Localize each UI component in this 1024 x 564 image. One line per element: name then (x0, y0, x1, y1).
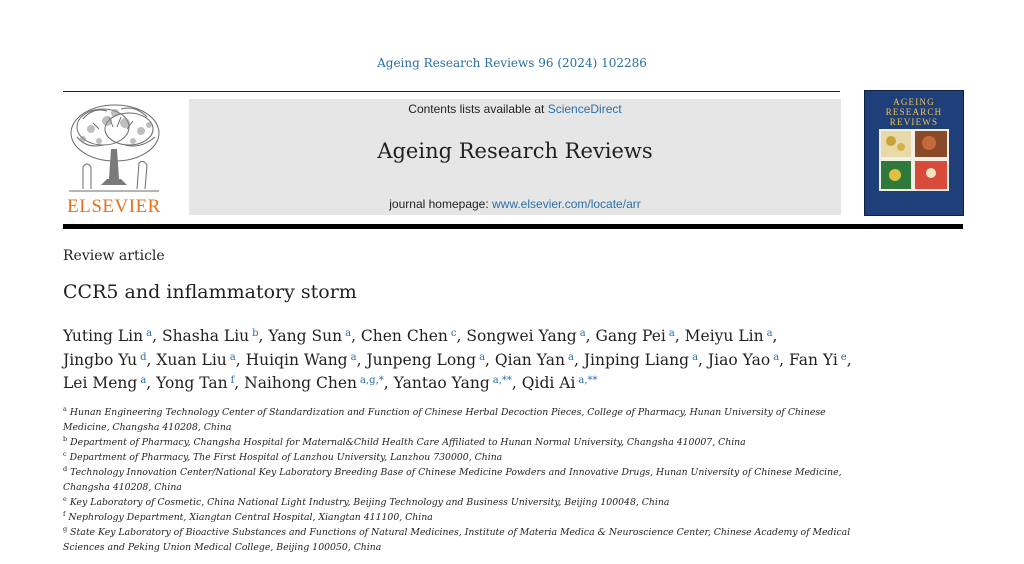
author-name-text: Jiao Yao (707, 350, 771, 369)
cover-artwork-icon (879, 129, 949, 191)
author-name-text: Huiqin Wang (245, 350, 348, 369)
sciencedirect-link[interactable]: ScienceDirect (547, 102, 622, 116)
author-separator: , (383, 374, 394, 392)
affiliation-text: Technology Innovation Center/National Key Laboratory Breeding Base of Chinese Medicine Powders and Innovative Drugs, Hunan University of Chinese Medicine, Changsha 410208, China (63, 467, 842, 493)
elsevier-wordmark: ELSEVIER (67, 196, 161, 217)
author-separator: , (351, 327, 361, 345)
author-name[interactable] (63, 351, 147, 369)
cover-title-line: REVIEWS (889, 117, 939, 127)
author-affiliation-marker[interactable]: e (840, 351, 847, 363)
author-name[interactable] (495, 351, 574, 369)
author-affiliation-marker[interactable]: f (230, 375, 235, 386)
affiliation-key: a (63, 405, 67, 413)
author-separator: , (146, 350, 157, 369)
affiliation-text: Key Laboratory of Cosmetic, China National Light Industry, Beijing Technology and Business University, Beijing 100048, China (69, 497, 670, 508)
author-name-text: Fan Yi (789, 350, 838, 369)
author-list (63, 325, 853, 396)
author-affiliation-marker[interactable]: a (692, 351, 699, 363)
author-name[interactable] (708, 351, 779, 369)
affiliation-list (63, 405, 853, 555)
author-name-text: Jingbo Yu (63, 350, 138, 369)
author-affiliation-marker[interactable]: d (140, 351, 147, 363)
author-name-text: Lei Meng (63, 374, 138, 392)
author-name[interactable] (685, 327, 773, 345)
author-name-text: Xuan Liu (156, 350, 227, 369)
homepage-prefix: journal homepage: (389, 197, 493, 211)
author-affiliation-marker[interactable]: a,** (578, 375, 598, 386)
affiliation-key: d (63, 465, 68, 473)
affiliation-key: g (63, 525, 68, 533)
author-affiliation-marker[interactable]: a (773, 351, 780, 363)
affiliation-text: State Key Laboratory of Bioactive Substances and Functions of Natural Medicines, Institute of Materia Medica & Neuroscience Center, Chinese Academy of Medical Sciences and Peking Union Medical College, Beijing 100050, China (63, 527, 851, 553)
author-separator: , (146, 374, 157, 392)
author-separator: , (573, 350, 584, 369)
cover-figure-panel (879, 129, 949, 191)
author-name-text: Yong Tan (156, 374, 228, 392)
affiliation-item (63, 495, 853, 510)
author-name[interactable] (162, 327, 259, 345)
author-affiliation-marker[interactable]: b (252, 328, 259, 339)
elsevier-tree-icon (63, 99, 165, 195)
author-name-text: Meiyu Lin (684, 327, 764, 345)
article-title: CCR5 and inflammatory storm (63, 281, 357, 303)
author-name[interactable] (156, 351, 235, 369)
author-name[interactable] (361, 327, 457, 345)
author-name[interactable] (246, 351, 357, 369)
contents-availability (189, 102, 841, 116)
author-separator: , (674, 327, 685, 345)
journal-banner (189, 99, 841, 215)
author-name-text: Gang Pei (595, 327, 666, 345)
author-separator: , (152, 327, 162, 345)
affiliation-item (63, 450, 853, 465)
author-affiliation-marker[interactable]: a (579, 328, 586, 339)
journal-citation: Ageing Research Reviews 96 (2024) 102286 (377, 56, 647, 70)
author-separator: , (235, 350, 246, 369)
header-top-rule (63, 91, 840, 92)
author-affiliation-marker[interactable]: a (668, 328, 675, 339)
author-separator: , (585, 327, 596, 345)
author-name[interactable] (366, 351, 485, 369)
author-name-text: Yuting Lin (63, 327, 144, 345)
author-name-text: Qian Yan (494, 350, 565, 369)
affiliation-item (63, 435, 853, 450)
affiliation-item (63, 405, 853, 435)
contents-prefix: Contents lists available at (408, 102, 548, 116)
author-affiliation-marker[interactable]: a,g,* (360, 375, 384, 386)
author-name-text: Chen Chen (360, 327, 448, 345)
author-separator: , (846, 350, 852, 369)
affiliation-item (63, 525, 853, 555)
affiliation-key: f (63, 510, 66, 518)
journal-cover-thumbnail[interactable] (864, 90, 964, 216)
affiliation-text: Hunan Engineering Technology Center of Standardization and Function of Chinese Herbal Decoction Pieces, College of Pharmacy, Hunan University of Chinese Medicine, Changsha 410208, China (63, 407, 826, 433)
author-name-text: Jinping Liang (583, 350, 690, 369)
author-affiliation-marker[interactable]: a (766, 328, 773, 339)
author-name[interactable] (244, 374, 384, 392)
author-name[interactable] (63, 327, 152, 345)
author-affiliation-marker[interactable]: a (140, 375, 147, 386)
cover-title-line: RESEARCH (885, 107, 943, 117)
affiliation-item (63, 465, 853, 495)
affiliation-text: Department of Pharmacy, Changsha Hospital for Maternal&Child Health Care Affiliated to Hunan Normal University, Changsha 410007, China (70, 437, 746, 448)
cover-title (865, 97, 963, 127)
cover-title-line: AGEING (893, 97, 935, 107)
author-name[interactable] (789, 351, 847, 369)
affiliation-key: b (63, 435, 68, 443)
author-affiliation-marker[interactable]: a,** (492, 375, 512, 386)
author-separator: , (485, 350, 495, 369)
author-separator: , (698, 350, 708, 369)
author-name[interactable] (394, 374, 512, 392)
author-affiliation-marker[interactable]: a (350, 351, 357, 363)
author-separator: , (511, 374, 522, 392)
author-separator: , (356, 350, 367, 369)
journal-title: Ageing Research Reviews (377, 139, 653, 163)
elsevier-logo[interactable] (63, 99, 165, 217)
header-bottom-rule (63, 224, 963, 229)
author-separator: , (234, 374, 245, 392)
author-separator: , (779, 350, 790, 369)
affiliation-item (63, 510, 853, 525)
author-name[interactable] (268, 327, 351, 345)
author-name[interactable] (466, 327, 585, 345)
author-name-text: Junpeng Long (366, 350, 477, 369)
author-separator: , (772, 327, 778, 345)
author-name[interactable] (584, 351, 698, 369)
author-name-text: Naihong Chen (244, 374, 358, 392)
author-name[interactable] (156, 374, 234, 392)
author-affiliation-marker[interactable]: a (229, 351, 236, 363)
author-name[interactable] (596, 327, 675, 345)
author-affiliation-marker[interactable]: a (479, 351, 486, 363)
author-name-text: Shasha Liu (161, 327, 250, 345)
author-separator: , (456, 327, 467, 345)
author-affiliation-marker[interactable]: c (450, 328, 457, 339)
author-name[interactable] (63, 374, 146, 392)
affiliation-key: c (63, 450, 67, 458)
author-affiliation-marker[interactable]: a (345, 328, 352, 339)
author-name[interactable] (522, 374, 598, 392)
affiliation-key: e (63, 495, 67, 503)
author-separator: , (258, 327, 269, 345)
author-name-text: Songwei Yang (466, 327, 577, 345)
affiliation-text: Department of Pharmacy, The First Hospital of Lanzhou University, Lanzhou 730000, China (69, 452, 503, 463)
author-name-text: Qidi Ai (521, 374, 576, 392)
author-affiliation-marker[interactable]: a (567, 351, 574, 363)
article-type: Review article (63, 248, 165, 264)
homepage-link[interactable]: www.elsevier.com/locate/arr (492, 197, 641, 211)
author-name-text: Yang Sun (268, 327, 343, 345)
affiliation-text: Nephrology Department, Xiangtan Central Hospital, Xiangtan 411100, China (68, 512, 433, 523)
author-affiliation-marker[interactable]: a (146, 328, 153, 339)
journal-homepage (189, 197, 841, 211)
author-name-text: Yantao Yang (393, 374, 490, 392)
